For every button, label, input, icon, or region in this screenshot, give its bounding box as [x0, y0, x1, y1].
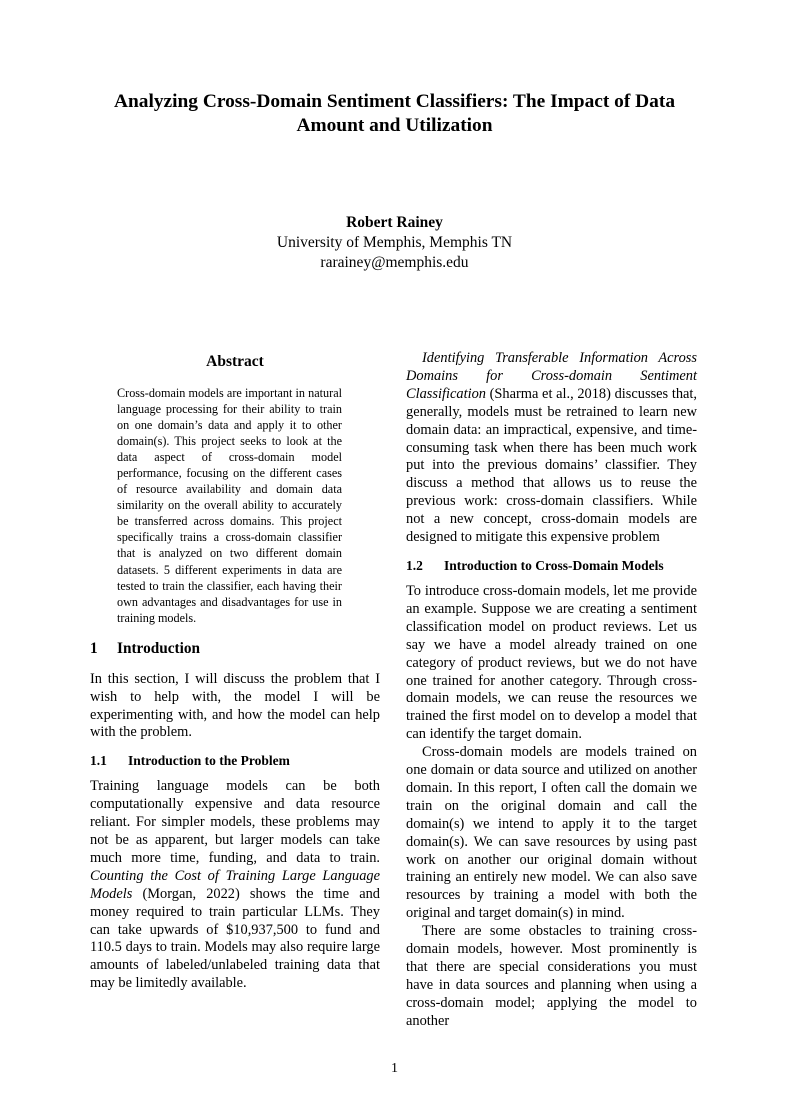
author-email: rarainey@memphis.edu	[320, 254, 469, 271]
problem-continued-text: (Sharma et al., 2018) discusses that, generally, models must be retrained to learn new domain data: an impractical, expensive, and time-consuming task when there has been much work put into the previous domains’ classifier. They discuss a method that allows us to reuse the previous work: cross-domain classifiers. While not a new concept, cross-domain models are designed to mitigate this expensive problem	[406, 385, 697, 546]
cross-domain-paragraph-2: Cross-domain models are models trained on one domain or data source and utilized on another domain. In this report, I often call the domain we train on the original domain and call the domain(s) we intend to apply it to the target domain(s). We can save resources by using past work on another our original domain without training an entirely new model. We can also save resources by training a model with both the original and target domain(s) in mind.	[406, 744, 697, 922]
subsection-heading-problem	[90, 752, 380, 770]
author-block	[180, 213, 609, 273]
introduction-paragraph: In this section, I will discuss the problem that I wish to help with, the model I will be experimenting with, and how the model can help with the problem.	[90, 670, 380, 741]
paper-title: Analyzing Cross-Domain Sentiment Classifiers: The Impact of Data Amount and Utilization	[113, 91, 676, 136]
problem-text-a: Training language models can be both computationally expensive and data resource reliant. For simpler models, these problems may not be as apparent, but larger models can take much more time, funding, and data to train.	[90, 778, 380, 866]
abstract-text: Cross-domain models are important in natural language processing for their ability to train on one domain’s data and apply it to other domain(s). This project seeks to look at the data aspect of cross-domain model performance, focusing on the different cases of resource availability and domain data similarity on the overall ability to accurately be transferred across domains. This project specifically trains a cross-domain classifier that is analyzed on two different domain datasets. 5 different experiments in data are tested to train the classifier, each having their own advantages and disadvantages for use in training models.	[117, 386, 342, 625]
subsection-number: 1.2	[406, 557, 423, 573]
section-heading-introduction	[90, 639, 380, 659]
cross-domain-paragraph-1: To introduce cross-domain models, let me provide an example. Suppose we are creating a sentiment classification model on product reviews. Let us say we have a model already trained on one category of product reviews, but we do not have one trained for another category. Through cross-domain models, we can reuse the resources we trained the first model on to develop a model that can identify the target domain.	[406, 582, 697, 743]
subsection-title: Introduction to Cross-Domain Models	[444, 557, 664, 573]
section-title: Introduction	[117, 639, 201, 657]
cross-domain-paragraph-3: There are some obstacles to training cross-domain models, however. Most prominently is that there are special considerations you must have in data sources and planning when using a cross-domain model; applying the model to another	[406, 923, 697, 1029]
subsection-title: Introduction to the Problem	[128, 753, 290, 769]
left-column	[90, 350, 380, 993]
page-number: 1	[391, 1061, 398, 1076]
abstract-heading: Abstract	[206, 353, 264, 370]
subsection-number: 1.1	[90, 753, 107, 769]
citation-title-morgan: Counting the Cost of Training Large Language Models	[90, 867, 380, 902]
author-affiliation: University of Memphis, Memphis TN	[276, 234, 513, 251]
right-column	[406, 350, 697, 1031]
section-number: 1	[90, 639, 98, 657]
author-name: Robert Rainey	[346, 214, 443, 231]
problem-continued-paragraph	[406, 350, 697, 547]
problem-text-b: (Morgan, 2022) shows the time and money required to train particular LLMs. They can take upwards of $10,937,500 to fund and 110.5 days to train. Models may also require large amounts of labeled/unlabeled training data that may be limitedly available.	[90, 885, 380, 992]
citation-title-sharma: Identifying Transferable Information Across Domains for Cross-domain Sentiment Classification	[406, 350, 697, 402]
subsection-heading-cross-domain	[406, 557, 697, 575]
problem-paragraph	[90, 778, 380, 993]
